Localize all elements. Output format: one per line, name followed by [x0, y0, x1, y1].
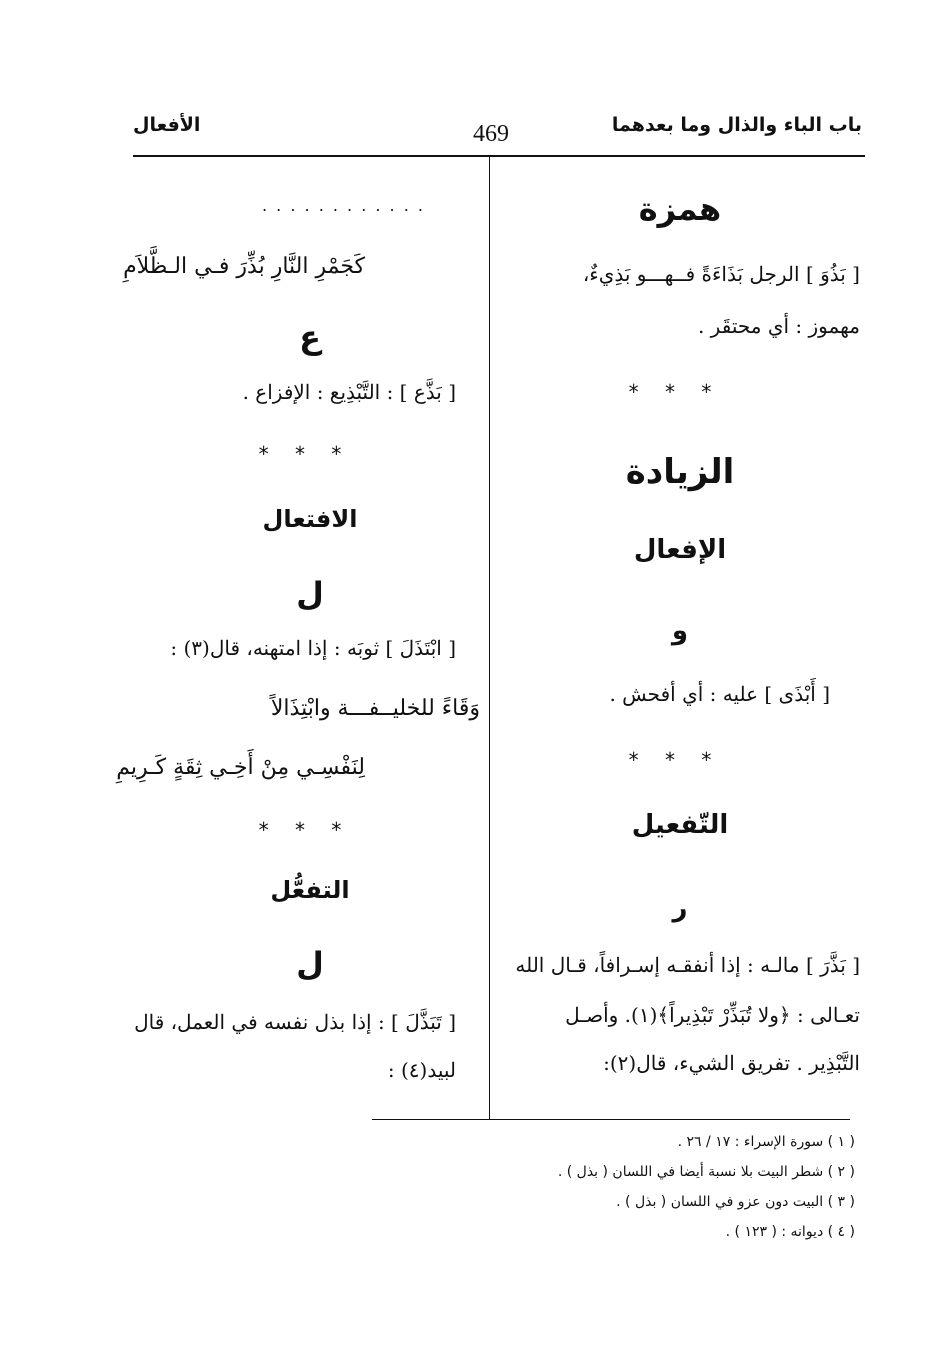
heading-tafil: التّفعيل	[631, 810, 729, 840]
entry-badhu-line-1: [ بَذُوَ ] الرجل بَذَاءَةً فــهـــو بَذِيءٌ،	[582, 262, 860, 286]
separator-stars: * * *	[258, 442, 352, 466]
separator-stars: * * *	[628, 748, 722, 772]
separator-stars: * * *	[258, 818, 352, 842]
entry-tabadhdhala-line-2: لبيد(٤) :	[387, 1058, 456, 1082]
letter-heading-lam: ل	[296, 575, 324, 613]
footnote-rule	[372, 1119, 850, 1120]
footnote-2: ( ٢ ) شطر البيت بلا نسبة أيضا في اللسان ( بذل ) .	[557, 1164, 855, 1180]
column-divider	[489, 157, 490, 1119]
verse-line-1: كَجَمْرِ النَّارِ بُذِّرَ فـي الـظَّلاَمِ	[123, 254, 365, 279]
entry-abdha: [ أَبْذَى ] عليه : أي أفحش .	[609, 682, 830, 706]
entry-badhdhara-line-1: [ بَذَّرَ ] مالـه : إذا أنفقـه إسـرافاً، قـال الله	[515, 953, 860, 977]
entry-tabadhdhala-line-1: [ تَبَذَّلَ ] : إذا بذل نفسه في العمل، قال	[134, 1010, 456, 1034]
entry-badhdha: [ بَذَّع ] : التَّبْذِيع : الإفزاع .	[242, 380, 456, 404]
letter-heading-ra: ر	[672, 893, 688, 923]
heading-ziyada: الزيادة	[625, 452, 735, 492]
entry-badhdhara-line-3: التَّبْذِير . تفريق الشيء، قال(٢):	[603, 1051, 860, 1075]
letter-heading-waw: و	[671, 616, 689, 646]
footnote-3: ( ٣ ) البيت دون عزو في اللسان ( بذل ) .	[616, 1194, 855, 1210]
verse-ellipsis: . . . . . . . . . . . .	[262, 196, 425, 215]
letter-heading-lam: ل	[296, 945, 324, 983]
page-number: 469	[473, 121, 509, 147]
entry-badhdhara-line-2: تعـالى : ﴿ولا تُبَذِّرْ تَبْذِيراً﴾(١). وأصـل	[565, 1003, 860, 1027]
section-heading-hamza: همزة	[638, 190, 722, 228]
verse-line-2: وَقَاءً للخليــفـــة وابْتِذَالاً	[270, 696, 480, 721]
letter-heading-ain: ع	[299, 318, 321, 356]
verse-line-3: لِنَفْسِـي مِنْ أَخِـي ثِقَةٍ كَـرِيمِ	[116, 755, 365, 780]
footnote-4: ( ٤ ) ديوانه : ( ١٢٣ ) .	[725, 1224, 855, 1240]
header-rule	[133, 155, 865, 157]
running-head-left: الأفعال	[133, 114, 201, 136]
heading-tafaul: التفعُّل	[270, 876, 350, 904]
heading-ifal: الإفعال	[633, 535, 727, 565]
running-head-right: باب الباء والذال وما بعدهما	[611, 114, 862, 136]
entry-ibtadhala: [ ابْتَذَلَ ] ثوبَه : إذا امتهنه، قال(٣) :	[170, 636, 456, 660]
heading-iftial: الافتعال	[262, 505, 358, 533]
entry-badhu-line-2: مهموز : أي محتقَر .	[697, 314, 860, 338]
footnote-1: ( ١ ) سورة الإسراء : ١٧ / ٢٦ .	[677, 1134, 855, 1150]
separator-stars: * * *	[628, 380, 722, 404]
